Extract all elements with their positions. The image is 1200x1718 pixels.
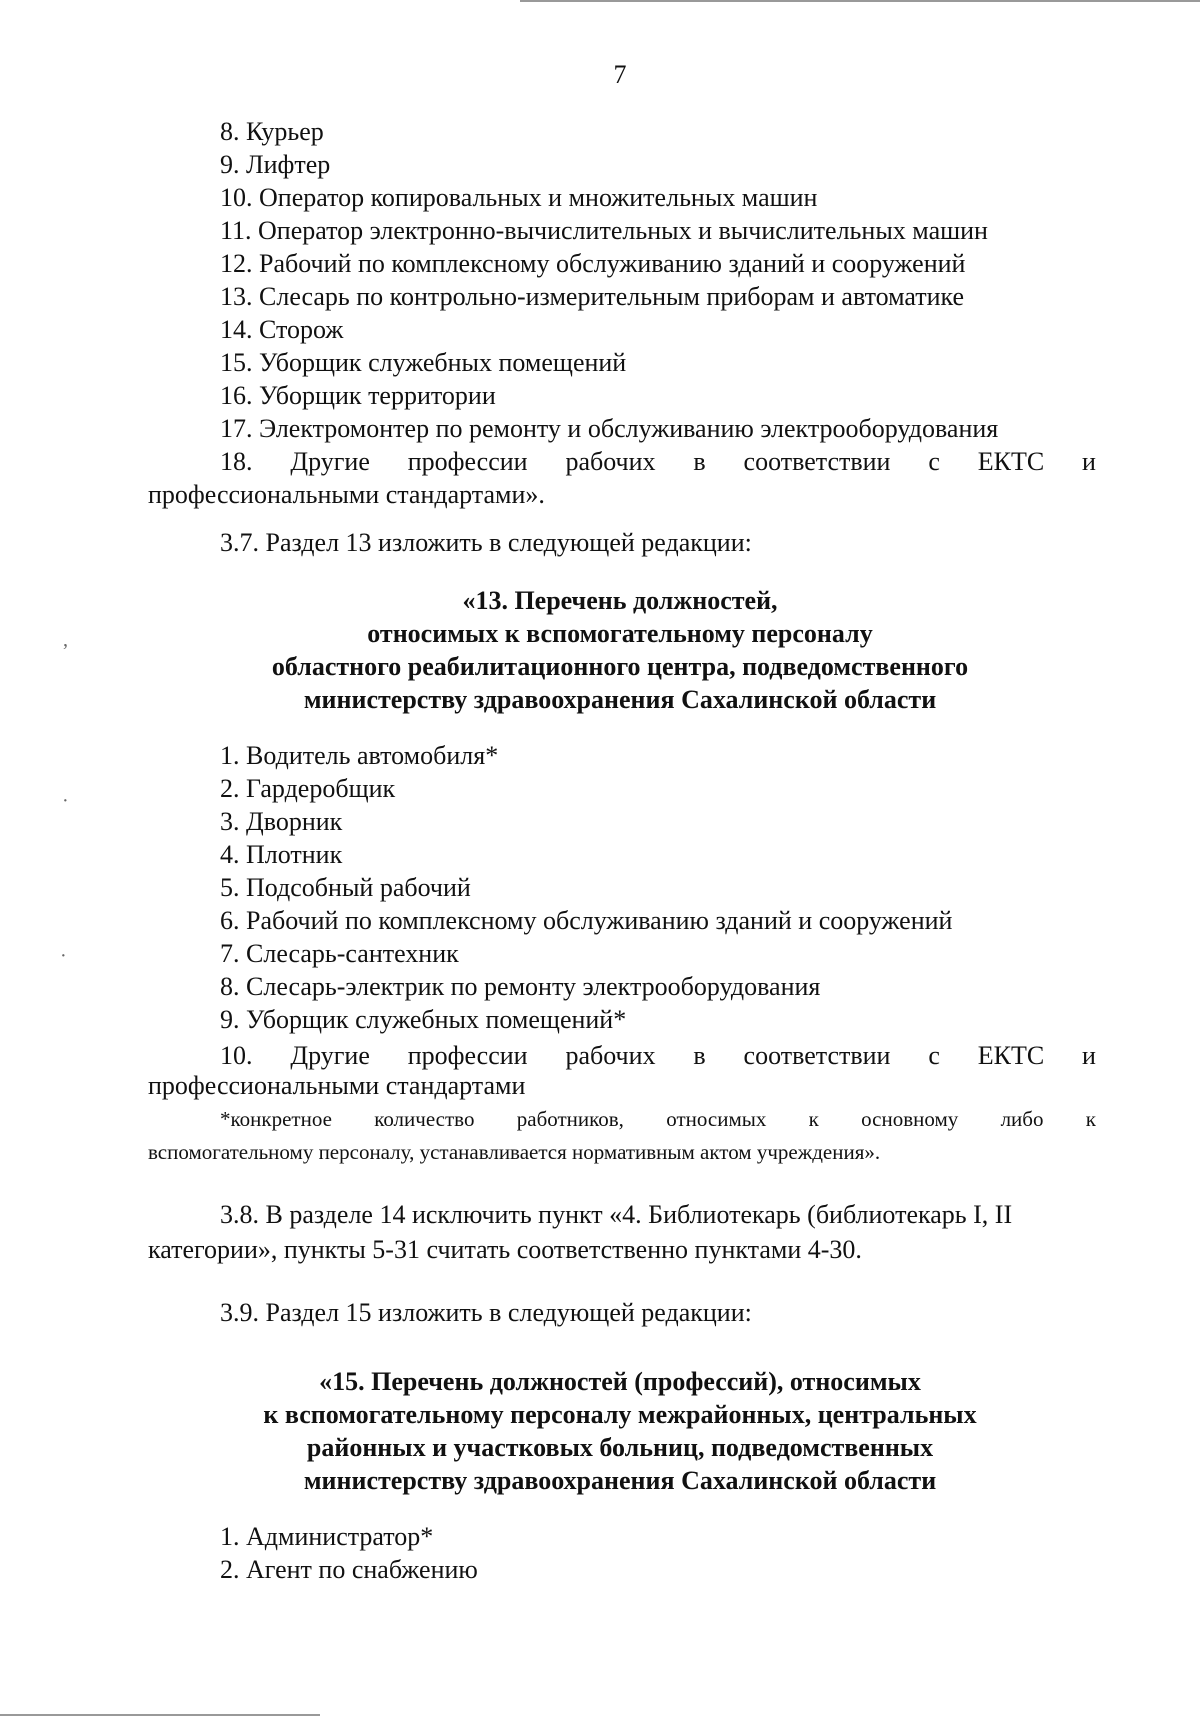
word: работников,	[516, 1107, 624, 1131]
word: и	[1082, 447, 1096, 476]
word: и	[1082, 1041, 1096, 1070]
list-item: 12. Рабочий по комплексному обслуживанию зданий и сооружений	[220, 249, 966, 278]
word: либо	[1000, 1107, 1044, 1131]
list-item: 9. Уборщик служебных помещений*	[220, 1005, 627, 1034]
footnote-line	[220, 1107, 1096, 1132]
word: профессии	[407, 1041, 528, 1070]
word: с	[928, 447, 940, 476]
item-18-continuation: профессиональными стандартами».	[148, 480, 545, 509]
word: в	[693, 1041, 706, 1070]
list-item: 15. Уборщик служебных помещений	[220, 348, 627, 377]
list-item: 2. Гардеробщик	[220, 774, 396, 803]
word: 10.	[220, 1041, 253, 1070]
word: соответствии	[743, 447, 891, 476]
word: ЕКТС	[977, 1041, 1045, 1070]
heading-line: районных и участковых больниц, подведомственных	[306, 1433, 934, 1462]
list-item: 5. Подсобный рабочий	[220, 873, 471, 902]
word: *конкретное	[220, 1107, 332, 1131]
word: к	[1085, 1107, 1096, 1131]
heading-line: министерству здравоохранения Сахалинской области	[303, 1466, 937, 1495]
list-item: 13. Слесарь по контрольно-измерительным приборам и автоматике	[220, 282, 965, 311]
word: Другие	[290, 447, 370, 476]
list-item: 3. Дворник	[220, 807, 343, 836]
list-b	[220, 739, 952, 1036]
list-item: 1. Администратор*	[220, 1522, 434, 1551]
list-item: 6. Рабочий по комплексному обслуживанию зданий и сооружений	[220, 906, 953, 935]
heading-line: «15. Перечень должностей (профессий), относимых	[319, 1367, 921, 1396]
scan-speck: ’	[62, 640, 69, 662]
list-item: 8. Курьер	[220, 117, 324, 146]
word: количество	[374, 1107, 475, 1131]
list-item: 4. Плотник	[220, 840, 343, 869]
list-item: 14. Сторож	[220, 315, 344, 344]
list-item: 16. Уборщик территории	[220, 381, 496, 410]
section-15-heading	[0, 1365, 1200, 1497]
paragraph-3-8-line2: категории», пункты 5-31 считать соответственно пунктами 4-30.	[148, 1235, 862, 1264]
list-item: 9. Лифтер	[220, 150, 331, 179]
item-18-line	[220, 447, 1096, 477]
word: рабочих	[565, 1041, 656, 1070]
word: основному	[861, 1107, 959, 1131]
heading-line: областного реабилитационного центра, подведомственного	[271, 652, 969, 681]
paragraph-3-9: 3.9. Раздел 15 изложить в следующей редакции:	[220, 1298, 752, 1327]
word: с	[928, 1041, 940, 1070]
heading-line: министерству здравоохранения Сахалинской области	[303, 685, 937, 714]
word: в	[693, 447, 706, 476]
heading-line: относимых к вспомогательному персоналу	[367, 619, 873, 648]
heading-line: «13. Перечень должностей,	[462, 586, 778, 615]
scan-edge-bottom	[0, 1714, 320, 1716]
list-a	[220, 115, 998, 445]
item-10-line	[220, 1041, 1096, 1071]
list-item: 8. Слесарь-электрик по ремонту электрооборудования	[220, 972, 821, 1001]
heading-line: к вспомогательному персоналу межрайонных, центральных	[263, 1400, 977, 1429]
list-c	[220, 1520, 478, 1586]
section-13-heading	[0, 584, 1200, 716]
word: 18.	[220, 447, 253, 476]
list-item: 2. Агент по снабжению	[220, 1555, 478, 1584]
list-item: 7. Слесарь-сантехник	[220, 939, 459, 968]
footnote-continuation: вспомогательному персоналу, устанавливается нормативным актом учреждения».	[148, 1140, 881, 1164]
paragraph-3-8-line1: 3.8. В разделе 14 исключить пункт «4. Библиотекарь (библиотекарь I, II	[220, 1200, 1013, 1229]
word: соответствии	[743, 1041, 891, 1070]
word: профессии	[407, 447, 528, 476]
list-item: 1. Водитель автомобиля*	[220, 741, 499, 770]
list-item: 17. Электромонтер по ремонту и обслуживанию электрооборудования	[220, 414, 999, 443]
list-item: 11. Оператор электронно-вычислительных и вычислительных машин	[220, 216, 988, 245]
word: относимых	[666, 1107, 767, 1131]
word: к	[808, 1107, 819, 1131]
page-number: 7	[613, 60, 627, 89]
scan-speck: ·	[60, 945, 67, 967]
list-item: 10. Оператор копировальных и множительных машин	[220, 183, 818, 212]
scan-speck: ·	[62, 790, 69, 812]
word: рабочих	[565, 447, 656, 476]
word: ЕКТС	[977, 447, 1045, 476]
paragraph-3-7: 3.7. Раздел 13 изложить в следующей редакции:	[220, 528, 752, 557]
word: Другие	[290, 1041, 370, 1070]
item-10-continuation: профессиональными стандартами	[148, 1071, 526, 1100]
scan-edge-top	[520, 0, 1200, 2]
